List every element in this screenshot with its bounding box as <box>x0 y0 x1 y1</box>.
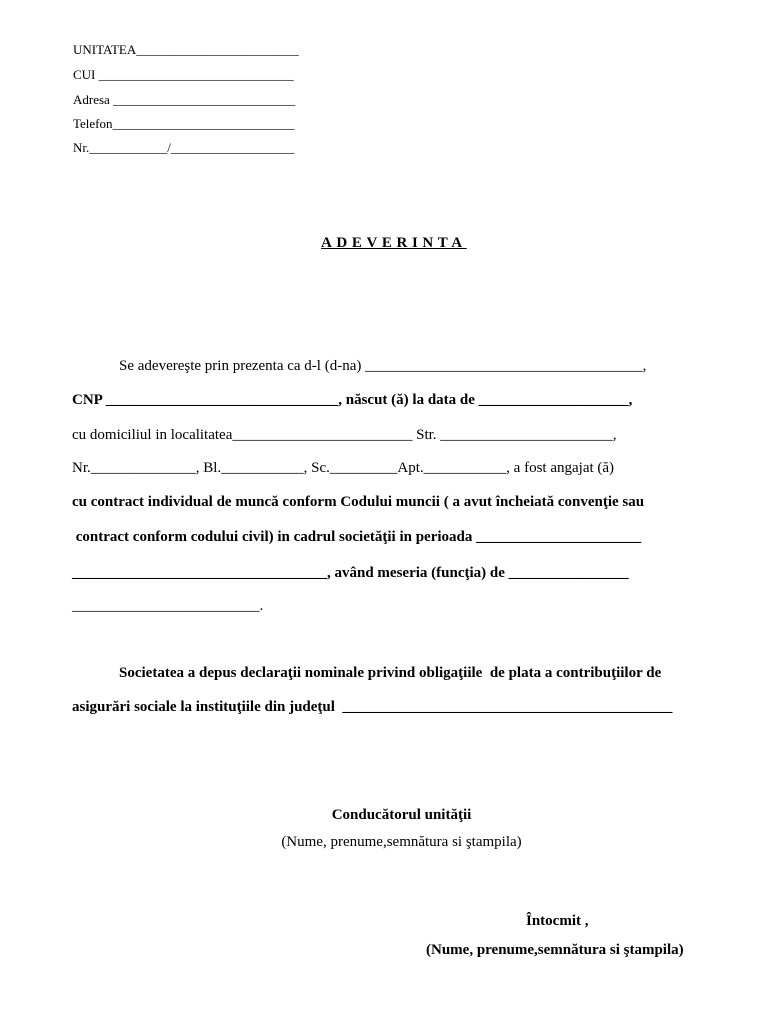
paragraph1-line2: CNP _______________________________, născut (ă) la data de ____________________, <box>72 392 633 408</box>
paragraph1-line7: __________________________________, având meseria (funcţia) de ________________ <box>72 565 629 581</box>
paragraph1-line3: cu domiciliul in localitatea________________________ Str. _______________________, <box>72 427 617 443</box>
paragraph1-line8: _________________________. <box>72 598 264 614</box>
signature-preparer-title: Întocmit , <box>526 913 589 929</box>
signature-manager-title: Conducătorul unităţii <box>331 807 472 823</box>
paragraph1-line5: cu contract individual de muncă conform Codului muncii ( a avut încheiată convenţie sau <box>72 494 645 510</box>
header-adresa: Adresa ____________________________ <box>73 92 296 107</box>
header-nr: Nr.____________/___________________ <box>73 140 295 155</box>
paragraph2-line1: Societatea a depus declaraţii nominale privind obligaţiile de plata a contribuţiilor de <box>119 665 662 681</box>
header-cui: CUI ______________________________ <box>73 67 294 82</box>
document-title: ADEVERINTA <box>321 235 467 251</box>
header-unitatea: UNITATEA_________________________ <box>73 42 299 57</box>
paragraph1-line6: contract conform codului civil) in cadrul societăţii in perioada ______________________ <box>72 529 642 545</box>
paragraph1-line1: Se adevereşte prin prezenta ca d-l (d-na) _____________________________________, <box>119 358 647 374</box>
paragraph1-line4: Nr.______________, Bl.___________, Sc._________Apt.___________, a fost angajat (ă) <box>72 460 615 476</box>
paragraph2-line2: asigurări sociale la instituţiile din judeţul ____________________________________________ <box>72 699 673 715</box>
signature-manager-subtitle: (Nume, prenume,semnătura si ştampila) <box>281 834 522 850</box>
signature-preparer-subtitle: (Nume, prenume,semnătura si ştampila) <box>426 942 684 958</box>
header-telefon: Telefon____________________________ <box>73 116 295 131</box>
